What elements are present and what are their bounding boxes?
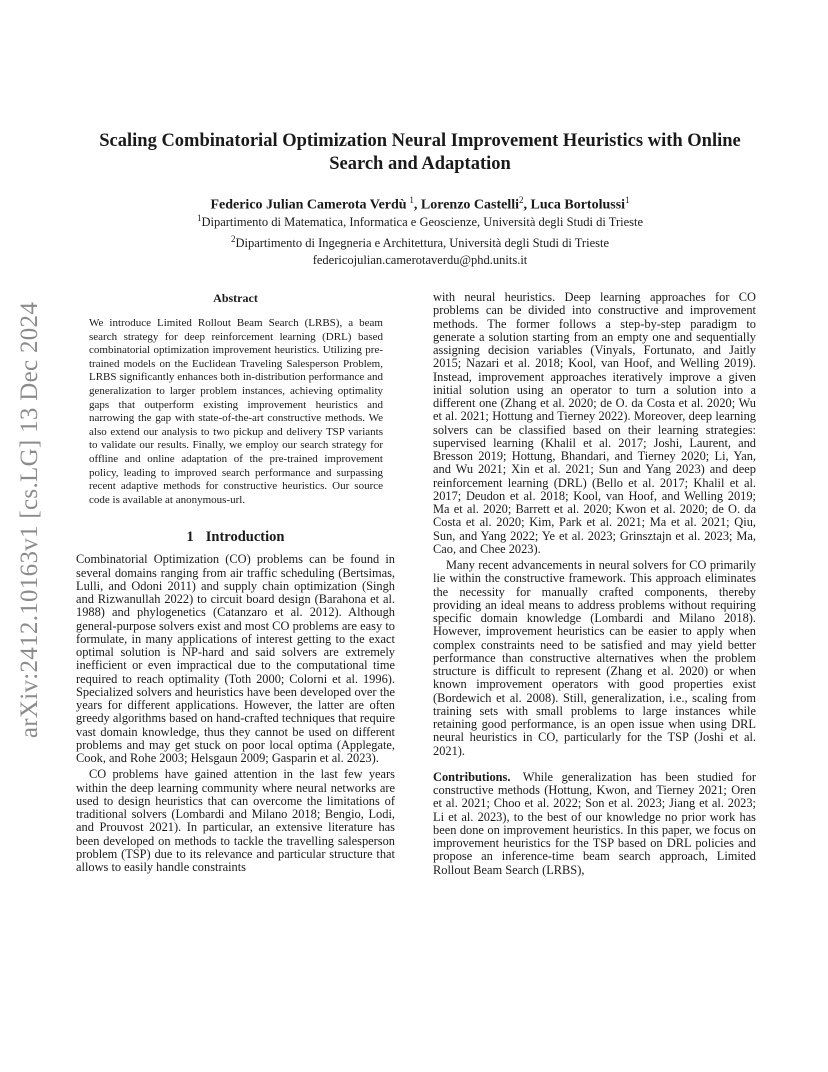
section-heading <box>76 528 395 546</box>
author-name: Lorenzo Castelli <box>420 197 520 213</box>
author-name: Federico Julian Camerota Verdù <box>210 197 407 213</box>
author-affiliation-marker: 2 <box>519 195 524 205</box>
section-number: 1 <box>186 529 194 546</box>
affiliation-marker: 2 <box>230 234 236 245</box>
abstract-heading: Abstract <box>213 291 258 305</box>
affiliation-text: Dipartimento di Matematica, Informatica e Geoscienze, Università degli Studi di Trieste <box>201 215 644 230</box>
affiliation-line <box>100 231 740 252</box>
author-name: Luca Bortolussi <box>530 197 626 213</box>
affiliation-text: Dipartimento di Ingegneria e Architettura, Università degli Studi di Trieste <box>235 236 610 251</box>
paper-title: Scaling Combinatorial Optimization Neural Improvement Heuristics with Online Search and Adaptation <box>99 131 741 174</box>
arxiv-stamp-text: arXiv:2412.10163v1 [cs.LG] 13 Dec 2024 <box>16 301 44 739</box>
arxiv-identifier-stamp <box>10 285 50 755</box>
affiliation-line <box>100 210 740 231</box>
author-separator: , <box>523 197 531 213</box>
author-email: federicojulian.camerotaverdu@phd.units.it <box>312 253 528 268</box>
section-title: Introduction <box>205 529 285 546</box>
author-affiliation-marker: 1 <box>409 195 414 205</box>
abstract-text: We introduce Limited Rollout Beam Search (LRBS), a beam search strategy for deep reinforcement learning (DRL) based combinatorial optimization improvement heuristics. Utilizing pre-trained models on the Euclidean Traveling Salesperson Problem, LRBS significantly enhances both in-distribution performance and generalization to larger problem instances, achieving optimality gaps that outperform existing improvement heuristics and narrowing the gap with state-of-the-art constructive methods. We also extend our analysis to two pickup and delivery TSP variants to validate our results. Finally, we employ our search strategy for offline and online adaptation of the pre-trained improvement policy, leading to improved search performance and surpassing recent adaptive methods for constructive heuristics. Our source code is available at anonymous-url. <box>89 317 383 506</box>
author-affiliation-marker: 1 <box>625 195 630 205</box>
contributions-paragraph <box>433 771 756 877</box>
affiliation-marker: 1 <box>196 213 202 223</box>
contributions-text: While generalization has been studied for constructive methods (Hottung, Kwon, and Tierney 2021; Oren et al. 2021; Choo et al. 2022; Son et al. 2023; Jiang et al. 2023; Li et al. 2023), to the best of our knowledge no prior work has been done on improvement heuristics. In this paper, we focus on improvement heuristics for the TSP based on DRL policies and propose an inference-time beam search approach, Limited Rollout Beam Search (LRBS), <box>433 769 757 877</box>
body-paragraph: CO problems have gained attention in the last few years within the deep learning community where neural networks are used to design heuristics that can overcome the limitations of traditional solvers (Lombardi and Milano 2018; Bengio, Lodi, and Prouvost 2021). In particular, an extensive literature has been developed on methods to tackle the travelling salesperson problem (TSP) due to its relevance and particular structure that allows to easily handle constraints <box>76 767 395 875</box>
affiliations <box>100 210 740 269</box>
body-paragraph: Combinatorial Optimization (CO) problems can be found in several domains ranging from air traffic scheduling (Bertsimas, Lulli, and Odoni 2011) and supply chain optimization (Singh and Rizwanullah 2022) to circuit board design (Barahona et al. 1988) and phylogenetics (Catanzaro et al. 2012). Although general-purpose solvers exist and most CO problems are easy to formulate, in many applications of interest getting to the exact optimal solution is NP-hard and said solvers are extremely inefficient or even impractical due to the computational time required to reach optimality (Toth 2000; Colorni et al. 1996). Specialized solvers and heuristics have been developed over the years for different applications. However, the latter are often greedy algorithms based on hand-crafted techniques that require vast domain knowledge, thus they cannot be used on different problems and may get stuck on poor local optima (Applegate, Cook, and Rohe 2003; Helsgaun 2009; Gasparin et al. 2023). <box>76 552 395 766</box>
right-column <box>433 291 756 877</box>
body-paragraph: Many recent advancements in neural solvers for CO primarily lie within the constructive framework. This approach eliminates the necessity for manually crafted components, thereby providing an ideal means to address problems without requiring specific domain knowledge (Lombardi and Milano 2018). However, improvement heuristics can be easier to apply when complex constraints need to be satisfied and may yield better performance than constructive alternatives when the problem structure is difficult to represent (Zhang et al. 2020) or when known improvement operators with good properties exist (Bordewich et al. 2008). Still, generalization, i.e., scaling from training sets with small problems to large instances while retaining good performance, is an open issue when using DRL neural heuristics in CO, particularly for the TSP (Joshi et al. 2021). <box>433 558 756 758</box>
contributions-label: Contributions. <box>433 769 511 784</box>
left-column <box>76 290 395 874</box>
body-paragraph: with neural heuristics. Deep learning approaches for CO problems can be divided into constructive and improvement methods. The former follows a step-by-step paradigm to generate a solution starting from an empty one and sequentially assigning decision variables (Vinyals, Fortunato, and Jaitly 2015; Nazari et al. 2018; Kool, van Hoof, and Welling 2019). Instead, improvement approaches iteratively improve a given initial solution using an operator to turn a solution into a different one (Zhang et al. 2020; de O. da Costa et al. 2020; Wu et al. 2021; Hottung and Tierney 2022). Moreover, deep learning solvers can be classified based on their learning strategies: supervised learning (Khalil et al. 2017; Joshi, Laurent, and Bresson 2019; Hottung, Bhandari, and Tierney 2020; Li, Yan, and Wu 2021; Xin et al. 2021; Sun and Yang 2023) and deep reinforcement learning (DRL) (Bello et al. 2017; Khalil et al. 2017; Deudon et al. 2018; Kool, van Hoof, and Welling 2019; Ma et al. 2020; Barrett et al. 2020; Kwon et al. 2020; de O. da Costa et al. 2020; Kim, Park et al. 2021; Ma et al. 2021; Qiu, Sun, and Yang 2022; Ye et al. 2023; Grinsztajn et al. 2023; Ma, Cao, and Chee 2023). <box>433 290 756 556</box>
author-separator: , <box>413 197 421 213</box>
